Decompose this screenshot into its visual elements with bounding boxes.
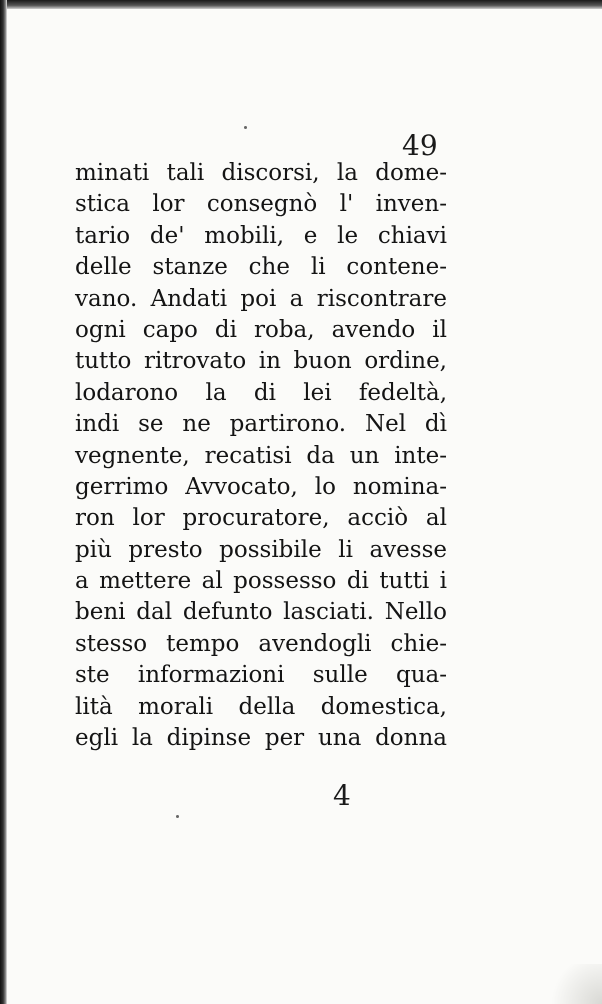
text-line: stesso tempo avendogli chie- [75, 630, 447, 657]
corner-wear [542, 964, 602, 1004]
paper-speck [176, 815, 179, 818]
text-line: a mettere al possesso di tutti i [75, 568, 447, 595]
text-line: egli la dipinse per una donna [75, 725, 447, 752]
text-line: tutto ritrovato in buon ordine, [75, 348, 447, 375]
text-line: ron lor procuratore, acciò al [75, 505, 447, 532]
text-line: beni dal defunto lasciati. Nello [75, 599, 447, 626]
body-text [75, 158, 447, 754]
text-line: stica lor consegnò l' inven- [75, 191, 447, 218]
text-line: tario de' mobili, e le chiavi [75, 222, 447, 249]
text-line: gerrimo Avvocato, lo nomina- [75, 473, 447, 500]
text-line: ogni capo di roba, avendo il [75, 316, 447, 343]
text-line: lità morali della domestica, [75, 693, 447, 720]
text-line: delle stanze che li contene- [75, 254, 447, 281]
text-line: vano. Andati poi a riscontrare [75, 285, 447, 312]
text-line: ste informazioni sulle qua- [75, 662, 447, 689]
text-line: vegnente, recatisi da un inte- [75, 442, 447, 469]
text-line: minati tali discorsi, la dome- [75, 160, 447, 186]
signature-mark: 4 [333, 779, 351, 812]
page-binding-edge [0, 0, 7, 1004]
text-line: più presto possibile li avesse [75, 536, 447, 563]
text-line: indi se ne partirono. Nel dì [75, 411, 447, 438]
text-line: lodarono la di lei fedeltà, [75, 379, 447, 406]
page-top-edge [0, 0, 602, 9]
paper-speck [244, 126, 247, 129]
page-number: 49 [402, 129, 438, 162]
